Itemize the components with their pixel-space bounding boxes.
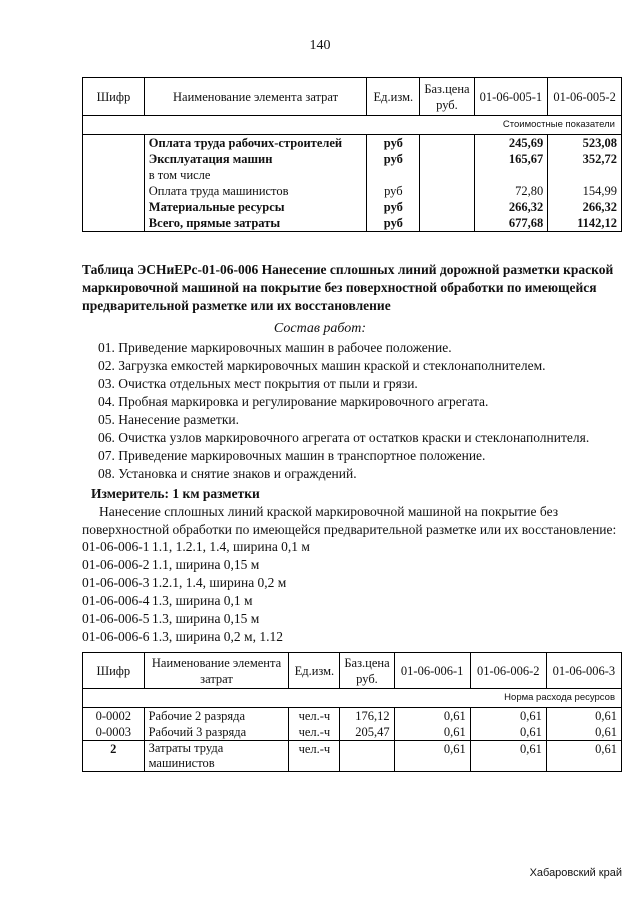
header-col-3: 01-06-006-3 bbox=[546, 653, 621, 689]
variant-row bbox=[82, 593, 253, 609]
row-name: Эксплуатация машин bbox=[144, 151, 367, 167]
variant-code: 01-06-006-3 bbox=[82, 575, 150, 590]
variant-code: 01-06-006-2 bbox=[82, 557, 150, 572]
row-code: 0-0002 bbox=[83, 708, 145, 725]
row-unit: руб bbox=[367, 151, 420, 167]
row-name: Затраты труда машинистов bbox=[144, 741, 289, 772]
header-base-price: Баз.цена руб. bbox=[340, 653, 394, 689]
variant-code: 01-06-006-6 bbox=[82, 629, 150, 644]
header-unit: Ед.изм. bbox=[289, 653, 340, 689]
header-name: Наименование элемента затрат bbox=[144, 78, 367, 116]
header-base-price: Баз.цена руб. bbox=[420, 78, 474, 116]
works-heading: Состав работ: bbox=[273, 321, 367, 336]
page-number: 140 bbox=[309, 38, 331, 53]
row-price: 205,47 bbox=[340, 724, 394, 741]
cost-table-005 bbox=[82, 77, 622, 232]
table-row bbox=[83, 708, 622, 725]
row-value-3: 0,61 bbox=[546, 724, 621, 741]
row-value-2: 523,08 bbox=[548, 135, 622, 152]
variant-code: 01-06-006-5 bbox=[82, 611, 150, 626]
header-code: Шифр bbox=[83, 653, 145, 689]
operation-item: 04. Пробная маркировка и регулирование маркировочного агрегата. bbox=[98, 394, 489, 409]
table-row bbox=[83, 151, 622, 167]
operation-item: 07. Приведение маркировочных машин в транспортное положение. bbox=[98, 448, 486, 463]
section-title bbox=[82, 261, 622, 315]
row-value-2: 0,61 bbox=[470, 741, 546, 772]
table-row bbox=[83, 215, 622, 232]
footer-region: Хабаровский край bbox=[529, 867, 622, 879]
header-code: Шифр bbox=[83, 78, 145, 116]
variant-text: 1.2.1, 1.4, ширина 0,2 м bbox=[152, 575, 287, 590]
variant-row bbox=[82, 539, 310, 555]
row-value-1: 0,61 bbox=[394, 741, 470, 772]
row-unit: руб bbox=[367, 183, 420, 199]
row-name: Всего, прямые затраты bbox=[144, 215, 367, 232]
section-title-line-3: предварительной разметке или их восстановление bbox=[82, 298, 391, 313]
resource-table-006 bbox=[82, 652, 622, 772]
operation-item: 06. Очистка узлов маркировочного агрегата от остатков краски и стеклонаполнителя. bbox=[98, 430, 590, 445]
header-col-2: 01-06-006-2 bbox=[470, 653, 546, 689]
variant-row bbox=[82, 575, 286, 591]
row-value-2: 1142,12 bbox=[548, 215, 622, 232]
header-col-2: 01-06-005-2 bbox=[548, 78, 622, 116]
table-row bbox=[83, 183, 622, 199]
variant-row bbox=[82, 557, 259, 573]
subheader-norm: Норма расхода ресурсов bbox=[83, 689, 622, 708]
row-value-1: 0,61 bbox=[394, 724, 470, 741]
row-unit: чел.-ч bbox=[289, 708, 340, 725]
row-price bbox=[340, 741, 394, 772]
row-name: Оплата труда рабочих-строителей bbox=[144, 135, 367, 152]
operation-item: 05. Нанесение разметки. bbox=[98, 412, 239, 427]
variant-code: 01-06-006-1 bbox=[82, 539, 150, 554]
row-value-3: 0,61 bbox=[546, 708, 621, 725]
variant-code: 01-06-006-4 bbox=[82, 593, 150, 608]
section-title-line-1: Таблица ЭСНиЕРс-01-06-006 Нанесение сплошных линий дорожной разметки краской bbox=[82, 262, 614, 277]
row-code: 2 bbox=[83, 741, 145, 772]
subheader-cost: Стоимостные показатели bbox=[83, 116, 622, 135]
row-value-1: 266,32 bbox=[474, 199, 548, 215]
row-name: Рабочие 2 разряда bbox=[144, 708, 289, 725]
row-value-3: 0,61 bbox=[546, 741, 621, 772]
variant-text: 1.3, ширина 0,1 м bbox=[152, 593, 253, 608]
row-name: Оплата труда машинистов bbox=[144, 183, 367, 199]
row-unit: руб bbox=[367, 135, 420, 152]
variant-text: 1.1, 1.2.1, 1.4, ширина 0,1 м bbox=[152, 539, 310, 554]
row-unit: руб bbox=[367, 215, 420, 232]
row-value-1: 0,61 bbox=[394, 708, 470, 725]
row-name: в том числе bbox=[144, 167, 367, 183]
table-row bbox=[83, 135, 622, 152]
variant-row bbox=[82, 629, 283, 645]
row-name: Материальные ресурсы bbox=[144, 199, 367, 215]
row-value-2: 0,61 bbox=[470, 724, 546, 741]
table-row bbox=[83, 741, 622, 772]
variant-text: 1.1, ширина 0,15 м bbox=[152, 557, 260, 572]
header-col-1: 01-06-005-1 bbox=[474, 78, 548, 116]
row-value-2: 154,99 bbox=[548, 183, 622, 199]
work-description: Нанесение сплошных линий краской маркировочной машиной на покрытие без поверхностной обработки по имеющейся предварительной разметке или их восстановление: bbox=[82, 504, 617, 537]
operation-item: 02. Загрузка емкостей маркировочных машин краской и стеклонаполнителем. bbox=[98, 358, 546, 373]
header-unit: Ед.изм. bbox=[367, 78, 420, 116]
table-row bbox=[83, 167, 622, 183]
header-col-1: 01-06-006-1 bbox=[394, 653, 470, 689]
row-value-1: 165,67 bbox=[474, 151, 548, 167]
operation-item: 08. Установка и снятие знаков и ограждений. bbox=[98, 466, 357, 481]
row-value-1: 245,69 bbox=[474, 135, 548, 152]
row-value-2: 0,61 bbox=[470, 708, 546, 725]
row-value-1: 72,80 bbox=[474, 183, 548, 199]
row-unit: руб bbox=[367, 199, 420, 215]
table-row bbox=[83, 724, 622, 741]
section-title-line-2: маркировочной машиной на покрытие без поверхностной обработки по имеющейся bbox=[82, 280, 597, 295]
table-row bbox=[83, 199, 622, 215]
operation-item: 01. Приведение маркировочных машин в рабочее положение. bbox=[98, 340, 452, 355]
row-value-2: 352,72 bbox=[548, 151, 622, 167]
row-value-1: 677,68 bbox=[474, 215, 548, 232]
header-name: Наименование элемента затрат bbox=[144, 653, 289, 689]
row-price: 176,12 bbox=[340, 708, 394, 725]
variant-text: 1.3, ширина 0,2 м, 1.12 bbox=[152, 629, 283, 644]
variant-row bbox=[82, 611, 259, 627]
row-code: 0-0003 bbox=[83, 724, 145, 741]
row-value-2: 266,32 bbox=[548, 199, 622, 215]
row-unit: чел.-ч bbox=[289, 741, 340, 772]
row-name: Рабочий 3 разряда bbox=[144, 724, 289, 741]
operation-item: 03. Очистка отдельных мест покрытия от пыли и грязи. bbox=[98, 376, 418, 391]
measure-unit: Измеритель: 1 км разметки bbox=[91, 486, 260, 501]
variant-text: 1.3, ширина 0,15 м bbox=[152, 611, 260, 626]
row-unit: чел.-ч bbox=[289, 724, 340, 741]
